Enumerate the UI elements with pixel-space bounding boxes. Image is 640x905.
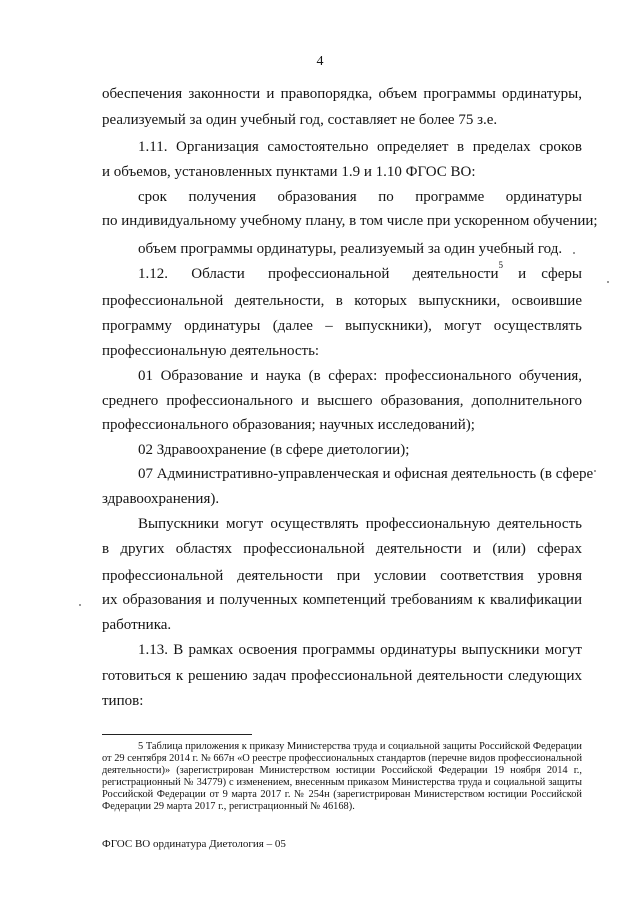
body-line: 01 Образование и наука (в сферах: профессионального обучения, — [138, 368, 582, 384]
body-line: профессионального образования; научных исследований); — [102, 417, 475, 433]
body-line: Выпускники могут осуществлять профессиональную деятельность — [138, 516, 582, 532]
body-line: срок получения образования по программе ординатуры — [138, 189, 582, 205]
footnote-line: деятельности)» (зарегистрирован Министерством юстиции Российской Федерации 19 ноября 2014 г., — [102, 765, 582, 776]
body-line: среднего профессионального и высшего образования, дополнительного — [102, 393, 582, 409]
body-line: объем программы ординатуры, реализуемый за один учебный год. — [138, 241, 563, 257]
body-line: программу ординатуры (далее – выпускники), могут осуществлять — [102, 318, 582, 334]
body-line: типов: — [102, 693, 144, 709]
scan-speck — [594, 470, 596, 472]
scan-speck — [573, 252, 575, 254]
body-line: 1.11. Организация самостоятельно определяет в пределах сроков — [138, 139, 582, 155]
footnote-line: 5 Таблица приложения к приказу Министерства труда и социальной защиты Российской Федерации — [138, 741, 582, 752]
body-line: 1.13. В рамках освоения программы ординатуры выпускники могут — [138, 642, 582, 658]
page-number: 4 — [316, 54, 324, 69]
body-line: готовиться к решению задач профессиональной деятельности следующих — [102, 668, 582, 684]
body-line: профессиональной деятельности при условии соответствия уровня — [102, 568, 582, 584]
page-footer: ФГОС ВО ординатура Диетология – 05 — [102, 838, 286, 850]
body-line: по индивидуальному учебному плану, в том числе при ускоренном обучении; — [102, 213, 598, 229]
footnote-line: Федерации 29 марта 2017 г., регистрационный № 46168). — [102, 801, 355, 812]
footnote-line: Российской Федерации от 9 марта 2017 г. № 254н (зарегистрирован Министерством юстиции Российской — [102, 789, 582, 800]
body-line: профессиональную деятельность: — [102, 343, 320, 359]
body-line-segment: и сферы — [503, 266, 582, 282]
body-line: реализуемый за один учебный год, составляет не более 75 з.е. — [102, 112, 498, 128]
footnote-separator — [102, 734, 252, 735]
body-line: обеспечения законности и правопорядка, объем программы ординатуры, — [102, 86, 582, 102]
section-1-12-line — [138, 260, 582, 283]
body-line-segment: 1.12. Области профессиональной деятельности — [138, 266, 499, 282]
body-line: и объемов, установленных пунктами 1.9 и 1.10 ФГОС ВО: — [102, 164, 476, 180]
body-line: работника. — [102, 617, 172, 633]
body-line: 02 Здравоохранение (в сфере диетологии); — [138, 442, 410, 458]
body-line: 07 Административно-управленческая и офисная деятельность (в сфере — [138, 466, 594, 482]
body-line: их образования и полученных компетенций требованиям к квалификации — [102, 592, 582, 608]
scan-speck — [79, 604, 81, 606]
footnote-line: регистрационный № 34779) с изменением, внесенным приказом Министерства труда и социальной защиты — [102, 777, 582, 788]
body-line: здравоохранения). — [102, 491, 220, 507]
footnote-marker: 5 — [498, 260, 503, 270]
footnote-line: от 29 сентября 2014 г. № 667н «О реестре профессиональных стандартов (перечне видов профессиональной — [102, 753, 582, 764]
body-line: в других областях профессиональной деятельности и (или) сферах — [102, 541, 582, 557]
body-line: профессиональной деятельности, в которых выпускники, освоившие — [102, 293, 582, 309]
scan-speck — [607, 281, 609, 283]
